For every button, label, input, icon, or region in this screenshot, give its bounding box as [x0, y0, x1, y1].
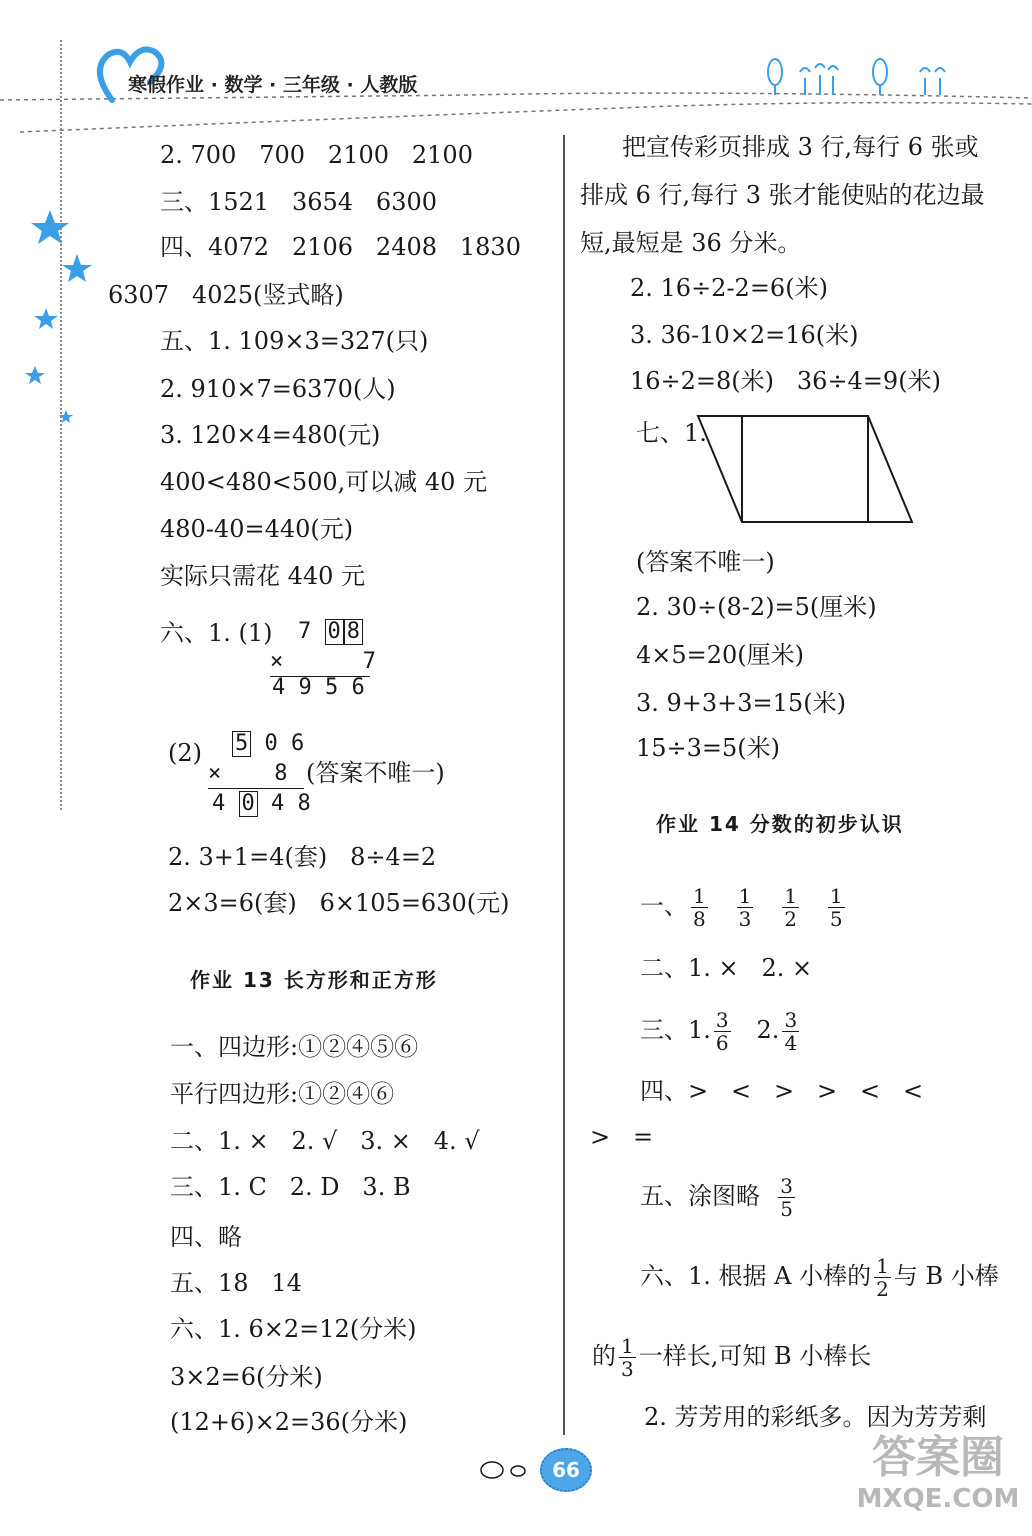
digit: 4 8 [271, 791, 311, 816]
fraction: $\frac{1}{2}$ [784, 884, 797, 931]
star-icon [31, 210, 69, 244]
label: 一样长,可知 B 小棒长 [638, 1342, 872, 1370]
answer-line: 480-40=440(元) [160, 515, 354, 543]
answer-line: 2. 910×7=6370(人) [160, 375, 396, 403]
answer-line: 4×5=20(厘米) [636, 641, 805, 669]
answer-line: 排成 6 行,每行 3 张才能使贴的花边最 [580, 181, 985, 209]
answer-line: 2. 16÷2-2=6(米) [630, 274, 828, 302]
answer-line: 三、1. C 2. D 3. B [170, 1173, 411, 1201]
boxed-digit: 0 [239, 791, 258, 817]
digit: 7 [298, 619, 312, 644]
watermark [848, 1432, 1028, 1514]
answer-line-fractions [640, 1172, 798, 1220]
label: 六、1. 根据 A 小棒的 [640, 1262, 872, 1290]
answer-line: 四、略 [170, 1223, 242, 1251]
answer-line: (答案不唯一) [636, 548, 775, 576]
answer-line: 2. 700 700 2100 2100 [160, 141, 473, 169]
label: 三、1. [640, 1016, 711, 1044]
answer-line: 15÷3=5(米) [636, 734, 781, 762]
fraction: $\frac{3}{6}$ [715, 1008, 729, 1055]
fraction: $\frac{3}{5}$ [780, 1174, 793, 1221]
answer-line: 6307 4025(竖式略) [108, 281, 344, 309]
answer-line: 五、1. 109×3=327(只) [160, 327, 429, 355]
vertical-calc-result [212, 790, 311, 818]
answer-line: 3×2=6(分米) [170, 1363, 323, 1391]
watermark-url: MXQE.COM [856, 1484, 1020, 1514]
answer-line: 实际只需花 440 元 [160, 562, 366, 590]
answer-line: 六、1. 6×2=12(分米) [170, 1315, 417, 1343]
answer-line: 3. 9+3+3=15(米) [636, 689, 846, 717]
star-icon [34, 308, 58, 329]
answer-line: 平行四边形:①②④⑥ [170, 1080, 395, 1108]
answer-line-fractions [640, 882, 848, 930]
fraction: $\frac{3}{4}$ [784, 1008, 798, 1055]
answer-line: 四、> < > > < < [640, 1077, 924, 1105]
answer-line: 把宣传彩页排成 3 行,每行 6 张或 [622, 133, 979, 161]
answer-line: 3. 120×4=480(元) [160, 421, 381, 449]
digit: 0 6 [264, 731, 305, 756]
fraction: $\frac{1}{8}$ [693, 884, 706, 931]
answer-line: 2. 30÷(8-2)=5(厘米) [636, 593, 877, 621]
star-decoration [0, 190, 110, 430]
vertical-calc-result: 4 9 5 6 [272, 675, 365, 700]
answer-line: 二、1. × 2. × [640, 954, 813, 982]
answer-line: 2. 3+1=4(套) 8÷4=2 [168, 843, 437, 871]
parallelogram-figure [690, 412, 920, 532]
boxed-digit: 8 [344, 619, 363, 645]
fraction: $\frac{1}{2}$ [876, 1254, 889, 1301]
label: 与 B 小棒 [893, 1262, 999, 1290]
answer-line: 五、18 14 [170, 1269, 302, 1297]
vertical-calc-top [232, 730, 304, 758]
answer-line: 四、4072 2106 2408 1830 [160, 233, 521, 261]
answer-line: 一、四边形:①②④⑤⑥ [170, 1033, 419, 1061]
dashed-curve-2 [20, 103, 1032, 132]
label: 的 [592, 1342, 616, 1370]
answer-line: 400<480<500,可以减 40 元 [160, 468, 488, 496]
label: 五、涂图略 [640, 1182, 760, 1210]
margin-dotted-line [60, 40, 62, 810]
answer-line: 短,最短是 36 分米。 [580, 229, 802, 257]
footer-decoration [478, 1458, 538, 1482]
label: 一、 [640, 892, 688, 920]
answer-line-fractions [640, 1006, 802, 1054]
digit: 4 [212, 791, 226, 816]
label: 2. [756, 1016, 780, 1044]
answer-line: 3. 36-10×2=16(米) [630, 321, 859, 349]
parallelogram-shape [698, 416, 912, 522]
fraction: $\frac{1}{3}$ [738, 884, 752, 931]
plant-icons [768, 59, 945, 95]
answer-line: 2. 芳芳用的彩纸多。因为芳芳剩 [644, 1403, 987, 1431]
answer-line-fractions [640, 1252, 999, 1300]
answer-line: 七、1. [636, 419, 707, 447]
answer-line: (2) [168, 739, 202, 767]
boxed-digit: 0 [325, 619, 344, 645]
answer-line: 六、1. (1) [160, 619, 273, 647]
section-title: 作业 14 分数的初步认识 [656, 812, 904, 836]
answer-line: 二、1. × 2. √ 3. × 4. √ [170, 1127, 480, 1155]
answer-line-fractions [592, 1332, 871, 1380]
answer-line: 三、1521 3654 6300 [160, 188, 438, 216]
watermark-text: 答案圈 [872, 1432, 1004, 1483]
vertical-calc-top [298, 618, 363, 646]
fraction: $\frac{1}{5}$ [829, 884, 843, 931]
answer-note: (答案不唯一) [306, 759, 445, 787]
boxed-digit: 5 [232, 731, 251, 757]
star-icon [25, 366, 45, 384]
star-icon [62, 254, 92, 282]
vertical-calc-mult: × 7 [270, 648, 370, 677]
section-title: 作业 13 长方形和正方形 [190, 968, 438, 992]
answer-line: (12+6)×2=36(分米) [170, 1408, 408, 1436]
answer-line: 2×3=6(套) 6×105=630(元) [168, 889, 510, 917]
page-number: 66 [540, 1448, 592, 1492]
column-divider [563, 135, 565, 1435]
vertical-calc-mult: × 8 [208, 760, 304, 789]
header-title: 寒假作业 · 数学 · 三年级 · 人教版 [128, 74, 418, 96]
fraction: $\frac{1}{3}$ [621, 1334, 634, 1381]
answer-line: > = [590, 1123, 654, 1151]
answer-line: 16÷2=8(米) 36÷4=9(米) [630, 367, 941, 395]
